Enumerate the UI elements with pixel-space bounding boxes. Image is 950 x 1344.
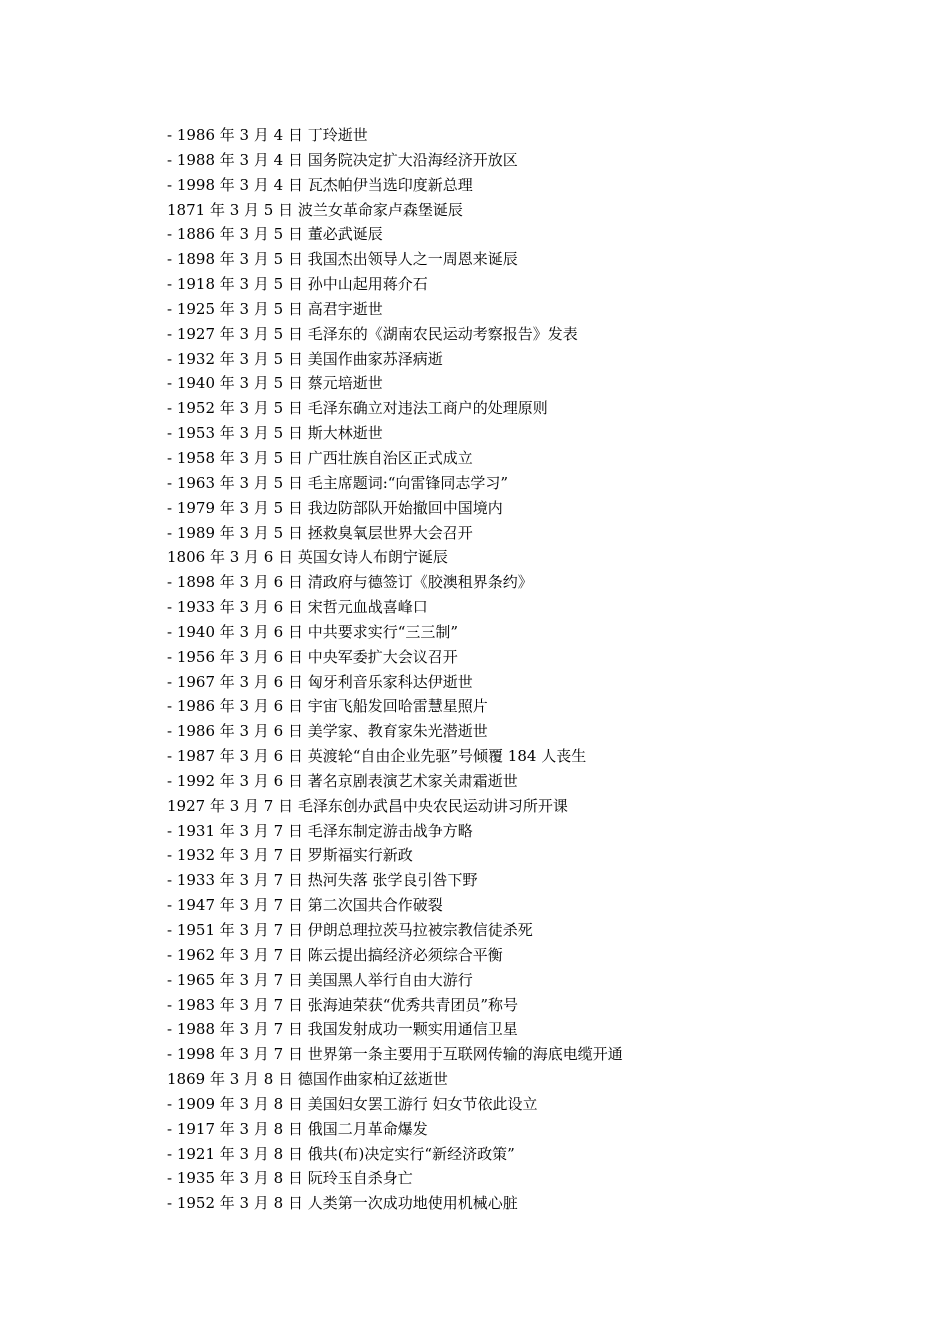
- event-line: - 1909 年 3 月 8 日 美国妇女罢工游行 妇女节依此设立: [167, 1094, 538, 1113]
- event-line: - 1932 年 3 月 5 日 美国作曲家苏泽病逝: [167, 349, 443, 368]
- event-line: - 1925 年 3 月 5 日 高君宇逝世: [167, 299, 383, 318]
- event-line: - 1988 年 3 月 4 日 国务院决定扩大沿海经济开放区: [167, 150, 518, 169]
- event-line: - 1898 年 3 月 6 日 清政府与德签订《胶澳租界条约》: [167, 573, 533, 592]
- event-line: - 1962 年 3 月 7 日 陈云提出搞经济必须综合平衡: [167, 945, 503, 964]
- event-line: - 1940 年 3 月 5 日 蔡元培逝世: [167, 374, 383, 393]
- event-line: - 1933 年 3 月 7 日 热河失落 张学良引咎下野: [167, 871, 478, 890]
- event-line: - 1952 年 3 月 5 日 毛泽东确立对违法工商户的处理原则: [167, 399, 548, 418]
- event-line: - 1940 年 3 月 6 日 中共要求实行“三三制”: [167, 622, 459, 641]
- event-line: - 1998 年 3 月 4 日 瓦杰帕伊当选印度新总理: [167, 175, 473, 194]
- event-line: - 1886 年 3 月 5 日 董必武诞辰: [167, 225, 383, 244]
- event-line: - 1986 年 3 月 6 日 宇宙飞船发回哈雷慧星照片: [167, 697, 488, 716]
- event-line: - 1935 年 3 月 8 日 阮玲玉自杀身亡: [167, 1169, 413, 1188]
- event-line: 1871 年 3 月 5 日 波兰女革命家卢森堡诞辰: [167, 200, 463, 219]
- event-line: - 1986 年 3 月 4 日 丁玲逝世: [167, 126, 368, 144]
- event-line: - 1932 年 3 月 7 日 罗斯福实行新政: [167, 846, 413, 865]
- event-line: - 1917 年 3 月 8 日 俄国二月革命爆发: [167, 1119, 428, 1138]
- event-line: - 1967 年 3 月 6 日 匈牙利音乐家科达伊逝世: [167, 672, 473, 691]
- event-line: - 1983 年 3 月 7 日 张海迪荣获“优秀共青团员”称号: [167, 995, 519, 1014]
- event-line: - 1979 年 3 月 5 日 我边防部队开始撤回中国境内: [167, 498, 503, 517]
- event-line: - 1987 年 3 月 6 日 英渡轮“自由企业先驱”号倾覆 184 人丧生: [167, 747, 587, 766]
- event-line: - 1958 年 3 月 5 日 广西壮族自治区正式成立: [167, 448, 473, 467]
- event-line: - 1956 年 3 月 6 日 中央军委扩大会议召开: [167, 647, 458, 666]
- event-line: - 1992 年 3 月 6 日 著名京剧表演艺术家关肃霜逝世: [167, 771, 518, 790]
- event-line: - 1953 年 3 月 5 日 斯大林逝世: [167, 424, 383, 443]
- event-line: - 1898 年 3 月 5 日 我国杰出领导人之一周恩来诞辰: [167, 250, 518, 269]
- event-line: - 1918 年 3 月 5 日 孙中山起用蒋介石: [167, 275, 428, 294]
- event-line: - 1988 年 3 月 7 日 我国发射成功一颗实用通信卫星: [167, 1020, 518, 1039]
- event-line: 1927 年 3 月 7 日 毛泽东创办武昌中央农民运动讲习所开课: [167, 796, 568, 815]
- event-line: 1869 年 3 月 8 日 德国作曲家柏辽兹逝世: [167, 1070, 448, 1089]
- event-line: - 1931 年 3 月 7 日 毛泽东制定游击战争方略: [167, 821, 473, 840]
- event-line: - 1947 年 3 月 7 日 第二次国共合作破裂: [167, 896, 443, 915]
- event-line: 1806 年 3 月 6 日 英国女诗人布朗宁诞辰: [167, 548, 448, 567]
- event-line: - 1951 年 3 月 7 日 伊朗总理拉茨马拉被宗教信徒杀死: [167, 921, 533, 939]
- event-list: [167, 123, 867, 1216]
- event-line: - 1927 年 3 月 5 日 毛泽东的《湖南农民运动考察报告》发表: [167, 324, 578, 343]
- event-line: - 1965 年 3 月 7 日 美国黑人举行自由大游行: [167, 970, 473, 989]
- event-line: - 1933 年 3 月 6 日 宋哲元血战喜峰口: [167, 598, 428, 617]
- event-line: - 1952 年 3 月 8 日 人类第一次成功地使用机械心脏: [167, 1194, 518, 1213]
- event-line: - 1998 年 3 月 7 日 世界第一条主要用于互联网传输的海底电缆开通: [167, 1045, 623, 1064]
- event-line: - 1963 年 3 月 5 日 毛主席题词:“向雷锋同志学习”: [167, 473, 509, 492]
- event-line: - 1921 年 3 月 8 日 俄共(布)决定实行“新经济政策”: [167, 1144, 515, 1163]
- event-line: - 1989 年 3 月 5 日 拯救臭氧层世界大会召开: [167, 523, 473, 542]
- event-line: - 1986 年 3 月 6 日 美学家、教育家朱光潜逝世: [167, 722, 488, 741]
